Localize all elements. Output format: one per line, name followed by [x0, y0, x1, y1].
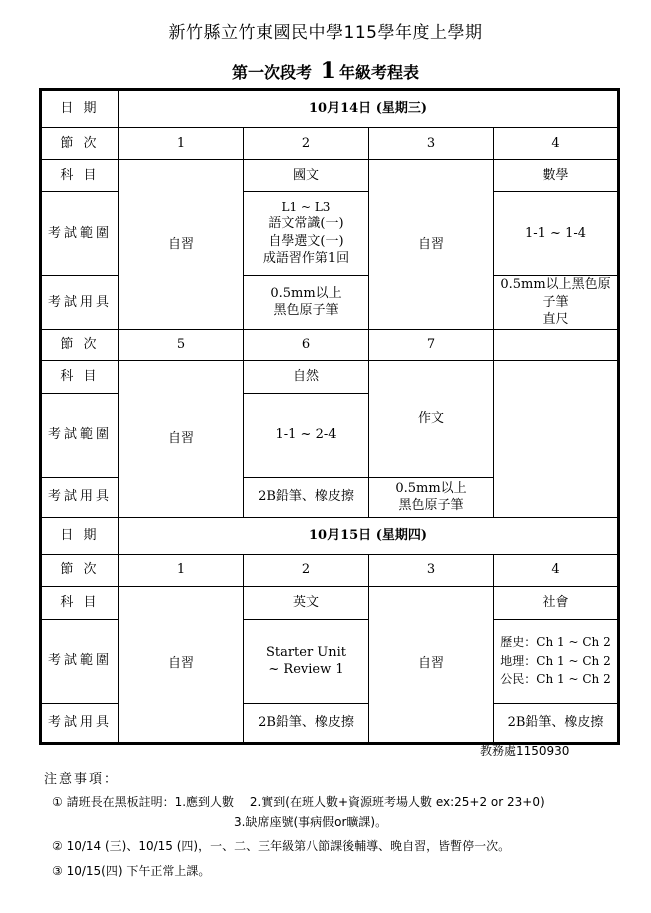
scope-line: ~ Review 1: [268, 662, 344, 678]
day1-date: 10月14日 (星期三): [119, 90, 619, 128]
subject-social: 社會: [494, 586, 619, 619]
math-tools: [494, 276, 619, 330]
exam-suffix: 年級考程表: [338, 63, 419, 82]
period-number: 4: [494, 554, 619, 586]
period-number: 5: [119, 329, 244, 360]
scope-line: 地理：Ch 1 ~ Ch 2: [500, 653, 611, 668]
subject-math: 數學: [494, 160, 619, 192]
office-code: 教務處1150930: [480, 744, 570, 758]
note-2: ② 10/14 (三)、10/15 (四)，一、二、三年級第八節課後輔導、晚自習，皆暫停一次。: [52, 839, 511, 853]
scope-line: 自學選文(一): [268, 233, 344, 249]
tools-label: 考試用具: [41, 703, 119, 743]
day2-date-row: [41, 517, 619, 554]
subject-composition: 作文: [369, 360, 494, 477]
english-scope: [244, 619, 369, 703]
social-scope: [494, 619, 619, 703]
scope-line: 歷史：Ch 1 ~ Ch 2: [500, 635, 611, 650]
exam-title: [0, 58, 651, 84]
subject-science: 自然: [244, 360, 369, 393]
day2-date: 10月15日 (星期四): [119, 517, 619, 554]
exam-name: 第一次段考: [232, 63, 313, 82]
day1-subject-row: [41, 160, 619, 192]
tools-line: 黑色原子筆: [398, 498, 464, 514]
scope-label: 考試範圍: [41, 192, 119, 276]
tools-line: 黑色原子筆: [273, 303, 339, 319]
social-tools: 2B鉛筆、橡皮擦: [494, 703, 619, 743]
day1-afternoon-period-row: [41, 329, 619, 360]
science-tools: 2B鉛筆、橡皮擦: [244, 477, 369, 517]
empty-cell: [494, 329, 619, 360]
scope-line: 公民：Ch 1 ~ Ch 2: [500, 672, 611, 687]
subject-label: 科 目: [41, 586, 119, 619]
day2-subject-row: [41, 586, 619, 619]
period-number: 1: [119, 554, 244, 586]
chinese-tools: [244, 276, 369, 330]
tools-label: 考試用具: [41, 477, 119, 517]
period-number: 7: [369, 329, 494, 360]
tools-line: 0.5mm以上: [395, 480, 467, 496]
self-study-cell: 自習: [369, 586, 494, 743]
day1-period-row: [41, 128, 619, 160]
self-study-cell: 自習: [119, 160, 244, 330]
english-tools: 2B鉛筆、橡皮擦: [244, 703, 369, 743]
science-scope: 1-1 ~ 2-4: [244, 393, 369, 477]
tools-line: 0.5mm以上: [270, 285, 342, 301]
period-number: 2: [244, 128, 369, 160]
empty-cell: [494, 360, 619, 517]
note-1: ① 請班長在黑板註明：1.應到人數 2.實到(在班人數+資源班考場人數 ex:25+2 or 23+0): [52, 795, 545, 809]
note-1-continued: 3.缺席座號(事病假or曠課)。: [234, 815, 388, 829]
scope-line: 成語習作第1回: [262, 251, 350, 267]
tools-label: 考試用具: [41, 276, 119, 330]
date-label: 日 期: [41, 517, 119, 554]
period-number: 3: [369, 128, 494, 160]
scope-label: 考試範圍: [41, 619, 119, 703]
period-number: 4: [494, 128, 619, 160]
period-number: 3: [369, 554, 494, 586]
subject-label: 科 目: [41, 360, 119, 393]
scope-line: 語文常識(一): [268, 216, 344, 232]
scope-line: L1 ~ L3: [281, 200, 331, 215]
day2-period-row: [41, 554, 619, 586]
date-label: 日 期: [41, 90, 119, 128]
subject-english: 英文: [244, 586, 369, 619]
day1-date-row: [41, 90, 619, 128]
day1-afternoon-subject-row: [41, 360, 619, 393]
notes-title: 注意事項：: [44, 772, 120, 787]
chinese-scope: [244, 192, 369, 276]
scope-label: 考試範圍: [41, 393, 119, 477]
exam-schedule-table: [39, 88, 620, 745]
note-3: ③ 10/15(四) 下午正常上課。: [52, 864, 211, 878]
period-number: 2: [244, 554, 369, 586]
school-title: 新竹縣立竹東國民中學115學年度上學期: [168, 23, 483, 43]
composition-tools: [369, 477, 494, 517]
grade-number: 1: [320, 58, 336, 84]
period-number: 6: [244, 329, 369, 360]
subject-chinese: 國文: [244, 160, 369, 192]
tools-line: 0.5mm以上黑色原子筆: [500, 277, 611, 310]
self-study-cell: 自習: [369, 160, 494, 330]
math-scope: 1-1 ~ 1-4: [494, 192, 619, 276]
period-label: 節 次: [41, 554, 119, 586]
self-study-cell: 自習: [119, 586, 244, 743]
tools-line: 直尺: [542, 312, 569, 328]
period-number: 1: [119, 128, 244, 160]
period-label: 節 次: [41, 128, 119, 160]
self-study-cell: 自習: [119, 360, 244, 517]
scope-line: Starter Unit: [265, 644, 347, 660]
period-label: 節 次: [41, 329, 119, 360]
subject-label: 科 目: [41, 160, 119, 192]
